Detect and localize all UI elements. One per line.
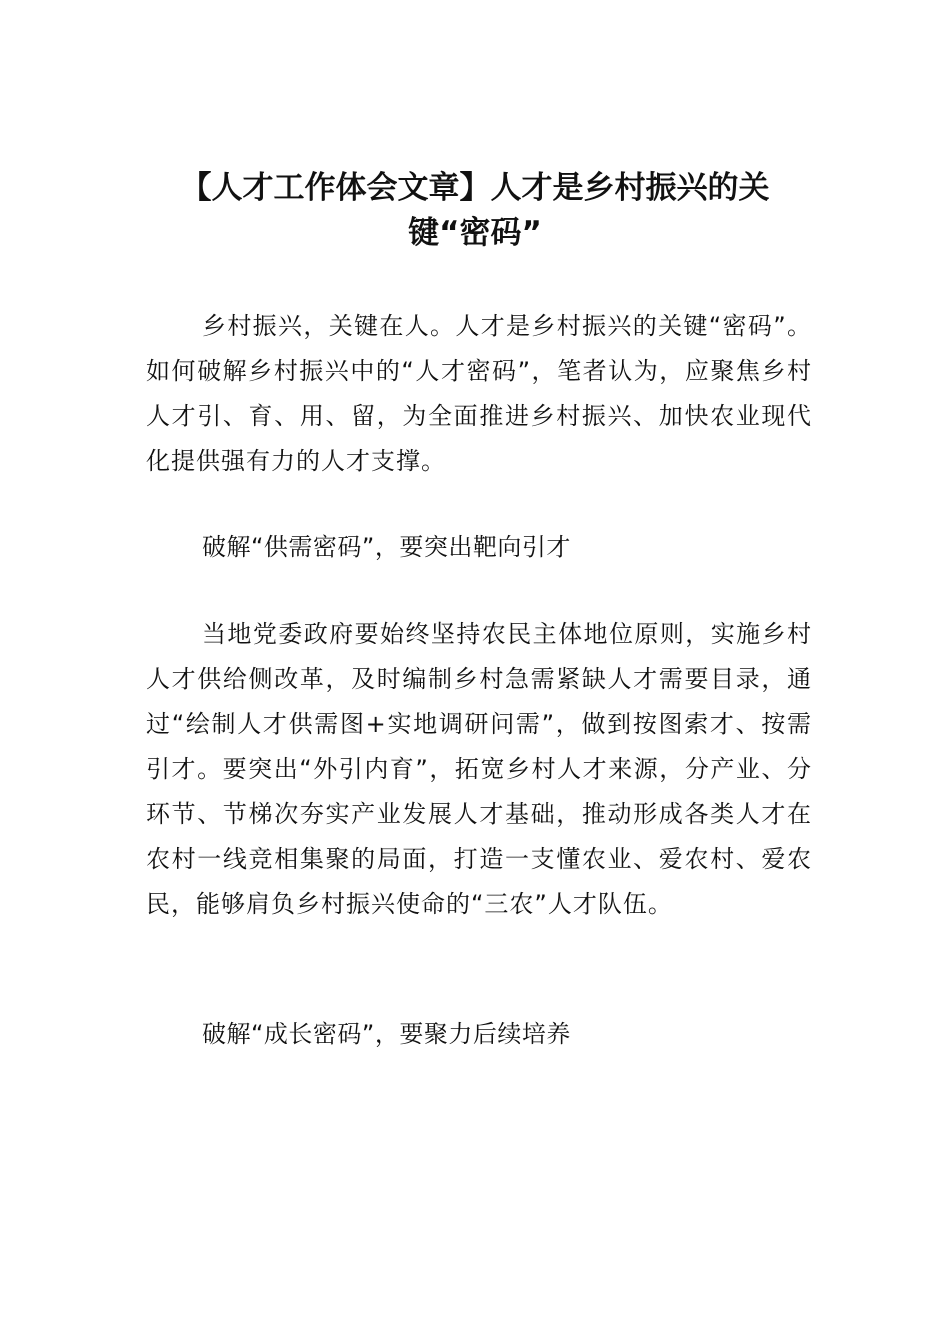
section-heading-supply-demand: 破解“供需密码”，要突出靶向引才 — [202, 533, 571, 561]
document-title — [140, 166, 810, 256]
supply-demand-paragraph: 当地党委政府要始终坚持农民主体地位原则，实施乡村人才供给侧改革，及时编制乡村急需紧缺人才需要目录，通过“绘制人才供需图+实地调研问需”，做到按图索才、按需引才。要突出“外引内育”，拓宽乡村人才来源，分产业、分环节、节梯次夯实产业发展人才基础，推动形成各类人才在农村一线竞相集聚的局面，打造一支懂农业、爱农村、爱农民，能够肩负乡村振兴使命的“三农”人才队伍。 — [146, 620, 812, 918]
title-line-1: 【人才工作体会文章】人才是乡村振兴的关 — [180, 170, 770, 206]
section-heading-growth: 破解“成长密码”，要聚力后续培养 — [202, 1020, 571, 1048]
intro-paragraph: 乡村振兴，关键在人。人才是乡村振兴的关键“密码”。如何破解乡村振兴中的“人才密码”，笔者认为，应聚焦乡村人才引、育、用、留，为全面推进乡村振兴、加快农业现代化提供强有力的人才支撑。 — [146, 312, 812, 475]
title-line-2: 键“密码” — [408, 215, 542, 251]
